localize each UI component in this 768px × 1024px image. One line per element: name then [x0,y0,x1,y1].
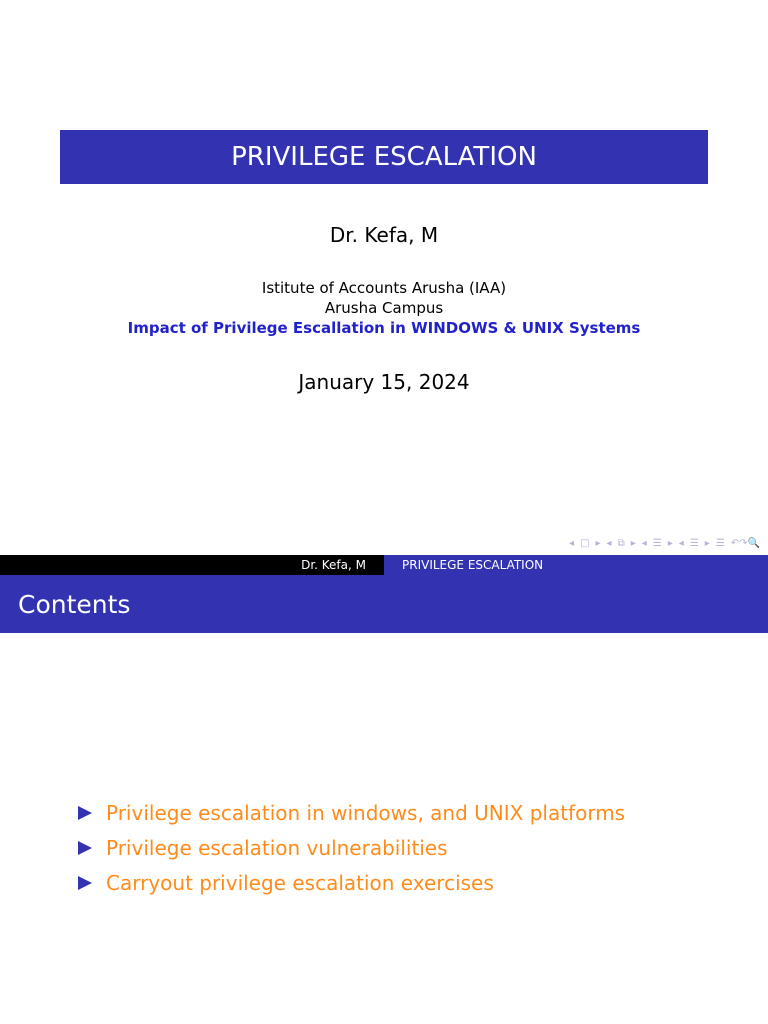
list-item [78,795,625,830]
header-line [0,555,768,575]
frame-next-icon[interactable]: ▸ [595,537,601,549]
document-prev-icon[interactable]: ◂ [678,537,684,549]
document-icon[interactable]: ☰ [689,537,699,549]
list-item [78,865,625,900]
presentation-date: January 15, 2024 [298,370,470,394]
triangle-bullet-icon [78,876,92,890]
institute-line-1: Istitute of Accounts Arusha (IAA) [261,279,507,297]
frame-prev-icon[interactable]: ◂ [569,537,575,549]
author-name: Dr. Kefa, M [329,223,439,247]
subsection-next-icon[interactable]: ▸ [630,537,636,549]
list-item [78,830,625,865]
subsection-icon[interactable]: ⧉ [617,537,625,549]
beamer-navigation-bar [569,536,760,550]
list-item-text: Privilege escalation vulnerabilities [106,835,448,860]
list-item-text: Privilege escalation in windows, and UNIX platforms [106,800,626,825]
institute-line-3: Impact of Privilege Escallation in WINDOWS & UNIX Systems [127,319,641,337]
triangle-bullet-icon [78,841,92,855]
contents-slide [0,555,768,1024]
section-icon[interactable]: ☰ [652,537,662,549]
header-author: Dr. Kefa, M [0,555,384,575]
appendix-icon[interactable]: ☰ [715,537,725,549]
contents-list [78,795,625,900]
header-title: PRIVILEGE ESCALATION [384,555,768,575]
subsection-prev-icon[interactable]: ◂ [606,537,612,549]
list-item-text: Carryout privilege escalation exercises [106,870,494,895]
triangle-bullet-icon [78,806,92,820]
frame-title: Contents [0,575,768,633]
document-next-icon[interactable]: ▸ [704,537,710,549]
section-next-icon[interactable]: ▸ [667,537,673,549]
search-icon[interactable]: ↶↷🔍 [730,537,760,549]
frame-icon[interactable]: □ [580,537,590,549]
section-prev-icon[interactable]: ◂ [641,537,647,549]
presentation-title: PRIVILEGE ESCALATION [60,130,708,184]
institute-line-2: Arusha Campus [324,299,444,317]
